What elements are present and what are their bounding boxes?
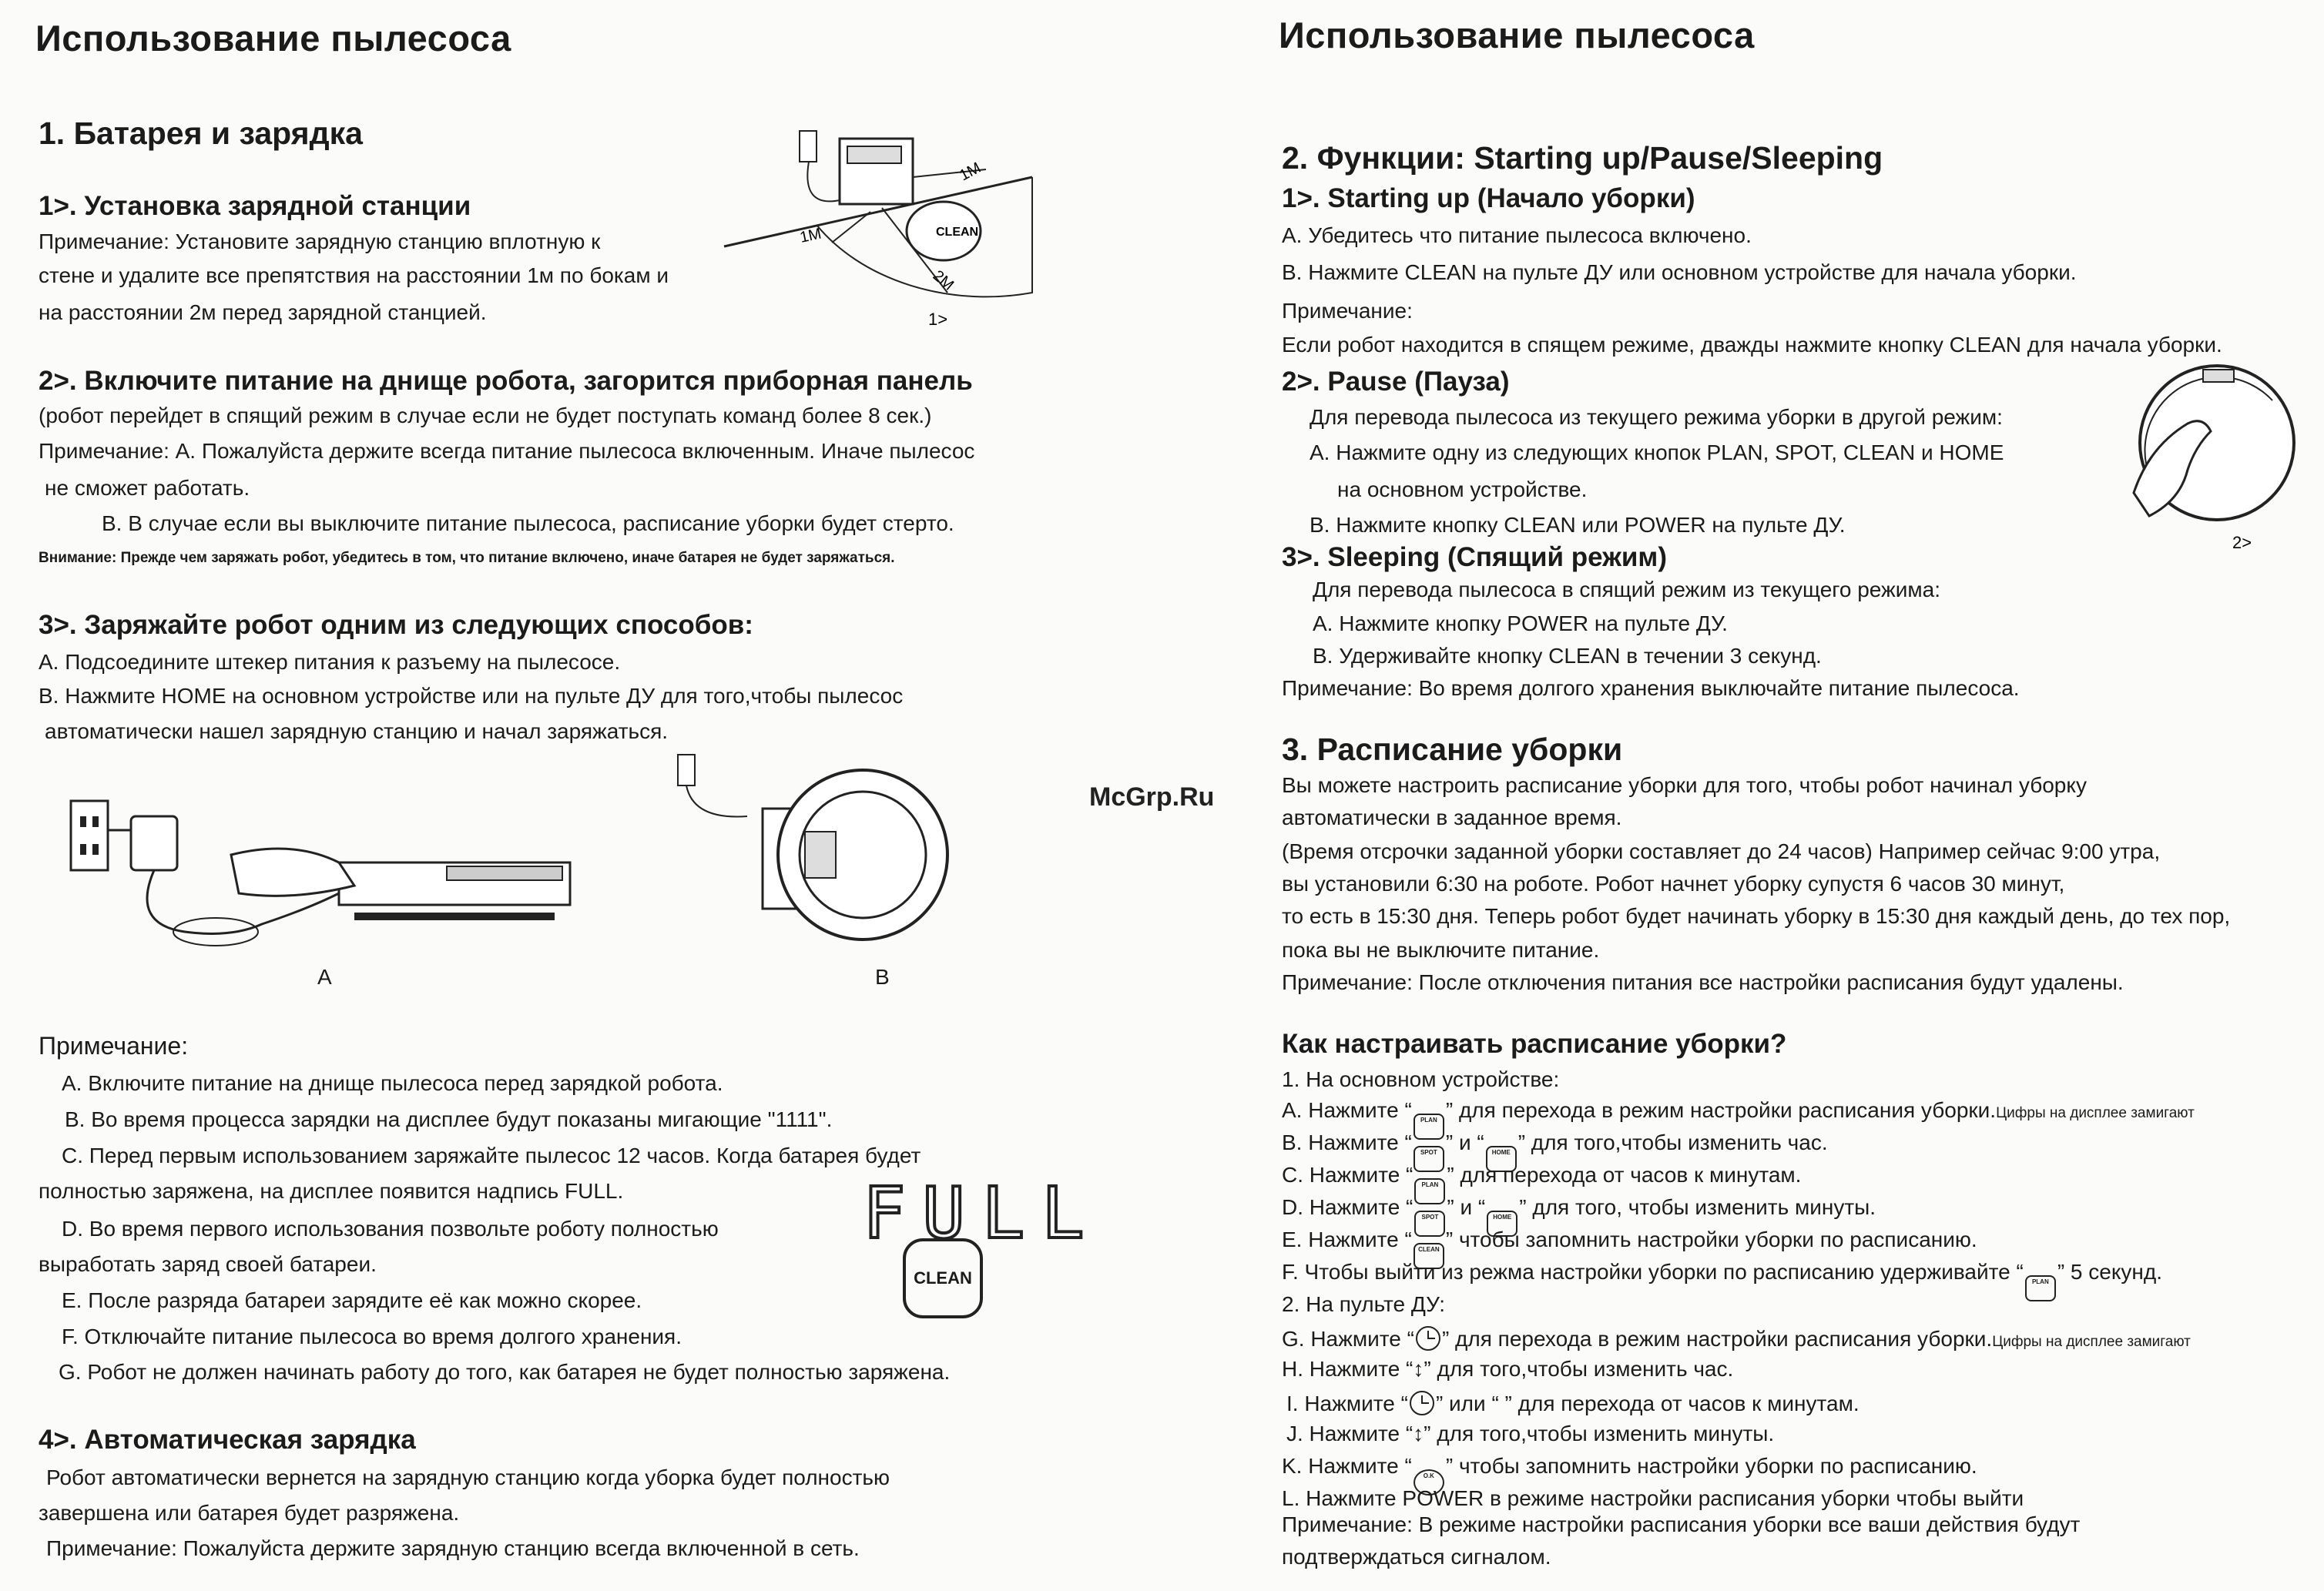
text-line: Примечание: A. Пожалуйста держите всегда питание пылесоса включенным. Иначе пылесос [39,439,975,463]
note-item: D. Во время первого использования позвольте роботу полностью [62,1217,719,1241]
text-line: A. Убедитесь что питание пылесоса включено. [1282,223,1752,247]
text-line: Если робот находится в спящем режиме, дважды нажмите кнопку CLEAN для начала уборки. [1282,333,2222,357]
text-line: 1. На основном устройстве: [1282,1067,1560,1091]
text-line: на расстоянии 2м перед зарядной станцией. [39,300,487,324]
label-1m-right: 1M [957,159,984,185]
section-1-2-heading: 2>. Включите питание на днище робота, загорится приборная панель [39,366,973,396]
figure-1-caption: 1> [928,310,948,329]
step-k: K. Нажмите “ O.K ” чтобы запомнить настройки уборки по расписанию. [1282,1455,1977,1496]
spot-key-icon: SPOT [1414,1211,1445,1237]
section-functions-heading: 2. Функции: Starting up/Pause/Sleeping [1282,140,1883,176]
figure-clean-label: CLEAN [936,226,979,239]
step-c: C. Нажмите “ PLAN ” для перехода от часов к минутам. [1282,1164,1801,1204]
clean-key-icon: CLEAN [1414,1243,1444,1269]
text-line: A. Нажмите одну из следующих кнопок PLAN, SPOT, CLEAN и HOME [1310,440,2004,464]
step-b: B. Нажмите “ SPOT ” и “ HOME ” для того,чтобы изменить час. [1282,1132,1828,1172]
step-f: F. Чтобы выйти из режма настройки уборки по расписанию удерживайте “ PLAN ” 5 секунд. [1282,1261,2162,1301]
text-line: A. Нажмите кнопку POWER на пульте ДУ. [1313,611,1728,635]
note-item: A. Включите питание на днище пылесоса перед зарядкой робота. [62,1071,723,1095]
clean-button-illustration: CLEAN [903,1238,983,1318]
section-2-3-heading: 3>. Sleeping (Спящий режим) [1282,542,1667,572]
warning-line: Внимание: Прежде чем заряжать робот, убедитесь в том, что питание включено, иначе батарея не будет заряжаться. [39,550,895,566]
text-line: не сможет работать. [45,476,250,500]
text-line: (робот перейдет в спящий режим в случае если не будет поступать команд более 8 сек.) [39,404,932,427]
step-d: D. Нажмите “ SPOT ” и “ HOME ” для того, чтобы изменить минуты. [1282,1197,1876,1237]
text-line: вы установили 6:30 на роботе. Робот начнет уборку супустя 6 часов 30 минут, [1282,872,2065,896]
text-line: автоматически в заданное время. [1282,806,1622,829]
section-1-4-heading: 4>. Автоматическая зарядка [39,1425,416,1455]
figure-2-caption: 2> [2232,533,2252,552]
text-line: Примечание: Пожалуйста держите зарядную станцию всегда включенной в сеть. [46,1536,860,1560]
text-line: B. Нажмите HOME на основном устройстве или на пульте ДУ для того,чтобы пылесос [39,684,904,708]
how-to-schedule-heading: Как настраивать расписание уборки? [1282,1029,1787,1059]
step-i: I. Нажмите “ ” или “ ” для перехода от часов к минутам. [1286,1392,1860,1415]
home-key-icon: HOME [1487,1211,1517,1237]
note-item: C. Перед первым использованием заряжайте пылесос 12 часов. Когда батарея будет [62,1144,921,1167]
right-page-title: Использование пылесоса [1279,15,1755,55]
section-battery-heading: 1. Батарея и зарядка [39,116,363,151]
note-item: E. После разряда батареи зарядите её как можно скорее. [62,1288,642,1312]
clock-icon [1410,1391,1434,1415]
step-j: J. Нажмите “↕” для того,чтобы изменить минуты. [1286,1422,1775,1445]
section-2-2-heading: 2>. Pause (Пауза) [1282,367,1510,397]
text-line: Примечание: Во время долгого хранения выключайте питание пылесоса. [1282,676,2020,700]
pause-hand-figure [2118,354,2303,562]
final-note: подтверждаться сигналом. [1282,1545,1551,1569]
text-line: Примечание: Установите зарядную станцию вплотную к [39,229,601,253]
text-line: стене и удалите все препятствия на расстоянии 1м по бокам и [39,263,669,287]
watermark: McGrp.Ru [1089,782,1215,812]
clock-icon [1416,1326,1440,1351]
notes-heading: Примечание: [39,1032,189,1060]
text-line: Примечание: После отключения питания все настройки расписания будут удалены. [1282,970,2124,994]
step-e: E. Нажмите “ CLEAN ” чтобы запомнить настройки уборки по расписанию. [1282,1229,1977,1269]
section-schedule-heading: 3. Расписание уборки [1282,732,1623,767]
figure-b-caption: B [875,965,890,989]
text-line: завершена или батарея будет разряжена. [39,1501,460,1525]
note-item: G. Робот не должен начинать работу до того, как батарея не будет полностью заряжена. [59,1360,951,1384]
text-line: B. Удерживайте кнопку CLEAN в течении 3 секунд. [1313,644,1822,668]
note-item: B. Во время процесса зарядки на дисплее будут показаны мигающие "1111". [65,1107,833,1131]
plan-key-icon: PLAN [1414,1178,1445,1204]
text-line: B. Нажмите CLEAN на пульте ДУ или основном устройстве для начала уборки. [1282,260,2077,284]
text-line: автоматически нашел зарядную станцию и начал заряжаться. [45,719,669,743]
left-page-title: Использование пылесоса [35,18,511,59]
step-l: L. Нажмите POWER в режиме настройки расписания уборки чтобы выйти [1282,1486,2024,1510]
step-a: A. Нажмите “ PLAN ” для перехода в режим настройки расписания уборки.Цифры на дисплее замигают [1282,1100,2195,1140]
text-line: Робот автоматически вернется на зарядную станцию когда уборка будет полностью [46,1465,890,1489]
text-line: Для перевода пылесоса в спящий режим из текущего режима: [1313,578,1941,601]
text-line: B. Нажмите кнопку CLEAN или POWER на пульте ДУ. [1310,513,1846,537]
text-line: Для перевода пылесоса из текущего режима уборки в другой режим: [1310,405,2003,429]
section-1-1-heading: 1>. Установка зарядной станции [39,191,471,221]
final-note: Примечание: В режиме настройки расписания уборки все ваши действия будут [1282,1512,2081,1536]
step-g: G. Нажмите “ ” для перехода в режим настройки расписания уборки.Цифры на дисплее замигают [1282,1327,2191,1351]
figure-a-plug-charging [62,770,585,970]
label-1m-left: 1M [798,225,823,246]
label-2m: 2M [929,266,957,294]
text-line: то есть в 15:30 дня. Теперь робот будет начинать уборку в 15:30 дня каждый день, до тех пор, [1282,904,2231,928]
home-key-icon: HOME [1486,1146,1517,1172]
text-line: A. Подсоедините штекер питания к разъему на пылесосе. [39,650,621,674]
text-line: Вы можете настроить расписание уборки для того, чтобы робот начинал уборку [1282,773,2087,797]
text-line: (Время отсрочки заданной уборки составляет до 24 часов) Например сейчас 9:00 утра, [1282,839,2161,863]
ok-key-icon: O.K [1414,1469,1444,1496]
plan-key-icon: PLAN [1414,1114,1444,1140]
spot-key-icon: SPOT [1414,1146,1444,1172]
station-placement-figure [709,116,1048,339]
text-line: B. В случае если вы выключите питание пылесоса, расписание уборки будет стерто. [102,511,954,535]
text-line: пока вы не выключите питание. [1282,938,1600,962]
plan-key-icon: PLAN [2025,1275,2056,1301]
text-line: на основном устройстве. [1337,477,1588,501]
note-item: полностью заряжена, на дисплее появится надпись FULL. [39,1179,624,1203]
note-item: F. Отключайте питание пылесоса во время долгого хранения. [62,1325,682,1348]
text-line: 2. На пульте ДУ: [1282,1292,1446,1316]
full-display-segment: FULL [863,1172,1102,1254]
step-h: H. Нажмите “↕” для того,чтобы изменить час. [1282,1357,1734,1381]
section-2-1-heading: 1>. Starting up (Начало уборки) [1282,183,1695,213]
figure-b-auto-docking [662,747,1001,978]
note-item: выработать заряд своей батареи. [39,1252,377,1276]
section-1-3-heading: 3>. Заряжайте робот одним из следующих способов: [39,610,753,640]
text-line: Примечание: [1282,299,1413,323]
figure-a-caption: A [317,965,332,989]
